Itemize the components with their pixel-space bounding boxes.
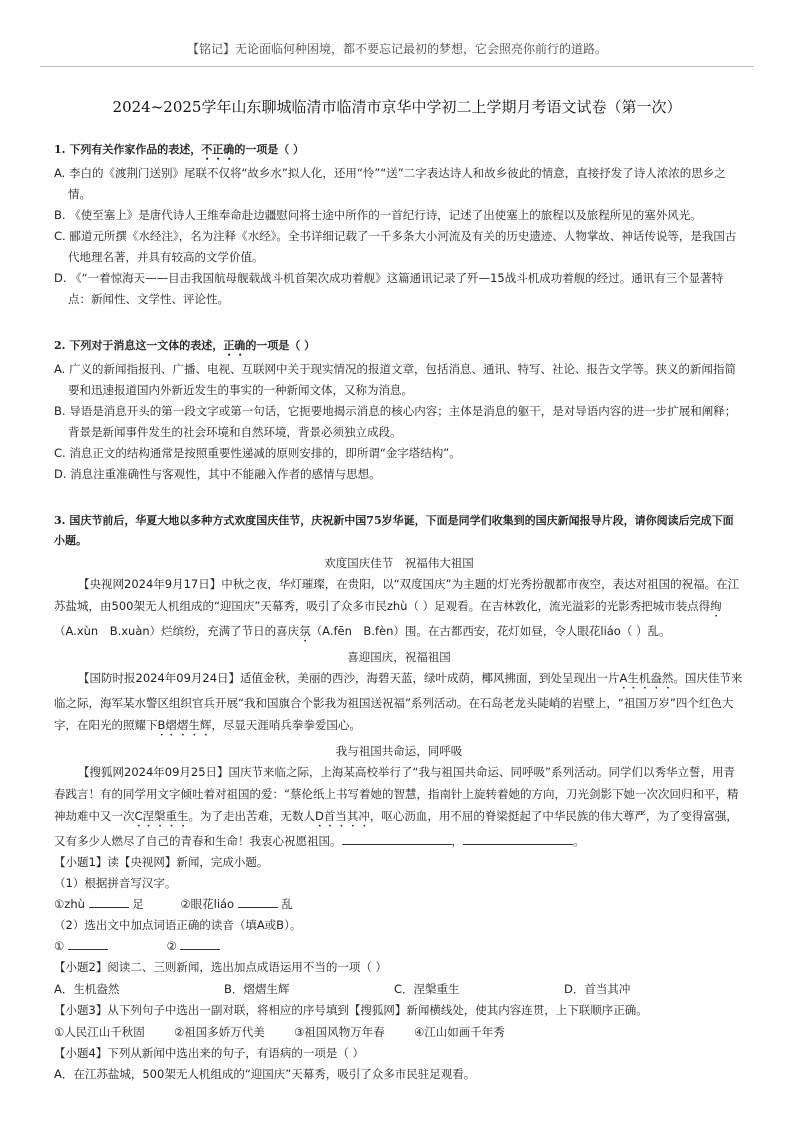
header-divider — [40, 66, 754, 67]
q1-option-d[interactable]: D. 《“一着惊海天——目击我国航母舰载战斗机首架次成功着舰》这篇通讯记录了歼—15战斗机成功着舰的经过。通讯有三个显著特点：新闻性、文学性、评论性。 — [54, 271, 724, 306]
news2-body: 【国防时报2024年09月24日】适值金秋，美丽的西沙，海碧天蓝，绿叶成荫，椰风拂面，到处呈现出一片A生机盎然。国庆佳节来临之际，海军某水警区组织官兵开展“我和国旗合个影我为祖国送祝福”系列活动。在石岛老龙头陡峭的岩壁上，“祖国万岁”四个红色大字，在阳光的照耀下B熠熠生辉，尽显天涯哨兵拳拳爱国心。 — [54, 671, 743, 732]
spacer — [54, 310, 744, 336]
sub3-option-2[interactable]: ②祖国多娇万代美 — [174, 1025, 265, 1039]
sub3-option-3[interactable]: ③祖国风物万年春 — [294, 1025, 385, 1039]
q1-option-c[interactable]: C. 郦道元所撰《水经注》，名为注释《水经》。全书详细记载了一千多条大小河流及有关的历史遗迹、人物掌故、神话传说等，是我国古代地理名著，并具有较高的文学价值。 — [54, 229, 737, 264]
answer-blank[interactable] — [180, 937, 220, 950]
news1-title: 欢度国庆佳节 祝福伟大祖国 — [324, 556, 474, 570]
sub2-option-b[interactable]: B．熠熠生辉 — [224, 982, 290, 996]
sub2-options — [54, 978, 744, 1000]
q2-option-b[interactable]: B. 导语是消息开头的第一段文字或第一句话，它扼要地揭示消息的核心内容；主体是消息的躯干，是对导语内容的进一步扩展和阐释；背景是新闻事件发生的社会环境和自然环境，背景必须独立成段。 — [54, 404, 737, 439]
sub3-option-4[interactable]: ④江山如画千年秀 — [414, 1025, 505, 1039]
answer-blank[interactable] — [342, 832, 452, 845]
q2-option-a[interactable]: A. 广义的新闻指报刊、广播、电视、互联网中关于现实情况的报道文章，包括消息、通讯、特写、社论、报告文学等。狭义的新闻指简要和迅速报道国内外新近发生的事实的一种新闻文体，又称为消息。 — [54, 362, 736, 397]
sub3-option-1[interactable]: ①人民江山千秋固 — [54, 1025, 145, 1039]
sub1-part1: （1）根据拼音写汉字。 — [54, 876, 177, 890]
q3-stem: 3. 国庆节前后，华夏大地以多种方式欢度国庆佳节，庆祝新中国75岁华诞，下面是同学们收集到的国庆新闻报导片段，请你阅读后完成下面小题。 — [54, 514, 734, 547]
sub2-option-a[interactable]: A．生机盎然 — [54, 982, 120, 996]
q1-option-a[interactable]: A. 李白的《渡荆门送别》尾联不仅将“故乡水”拟人化，还用“怜”“送”二字表达诗人和故乡彼此的情意，直接抒发了诗人浓浓的思乡之情。 — [54, 166, 726, 201]
q1-stem: 1. 下列有关作家作品的表述，不正确的一项是（ ） — [54, 143, 305, 156]
news2-title: 喜迎国庆，祝福祖国 — [347, 650, 451, 664]
news3-body: 【搜狐网2024年09月25日】国庆节来临之际，上海某高校举行了“我与祖国共命运、同呼吸”系列活动。同学们以秀华立誓，用青春践言！有的同学用文字倾吐着对祖国的爱：“蔡伦纸上书写着她的智慧，指南针上旋转着她的方向，刀光剑影下她一次次回归和平，精神劫难中又一次C涅槃重生。为了走出苦难，无数人D首当其冲，呕心沥血，用不屈的脊梁挺起了中华民族的伟大尊严，为了变得富强，又有多少人燃尽了自己的青春和生命！我衷心祝愿祖国。 ， 。 — [54, 765, 739, 848]
sub4-title: 【小题4】下列从新闻中选出来的句子，有语病的一项是（ ） — [54, 1046, 364, 1060]
sub1-part2-items: ① ② — [54, 936, 744, 957]
sub1-part2: （2）选出文中加点词语正确的读音（填A或B）。 — [54, 918, 302, 932]
sub2-title: 【小题2】阅读二、三则新闻，选出加点成语运用不当的一项（ ） — [54, 960, 387, 974]
header-motto: 【铭记】无论面临何种困境，都不要忘记最初的梦想，它会照亮你前行的道路。 — [186, 42, 607, 56]
sub1-title: 【小题1】读【央视网】新闻，完成小题。 — [54, 855, 269, 869]
q1-option-b[interactable]: B. 《使至塞上》是唐代诗人王维奉命赴边疆慰问将士途中所作的一首纪行诗，记述了出使塞上的旅程以及旅程所见的塞外风光。 — [54, 208, 702, 222]
q2-stem: 2. 下列对于消息这一文体的表述，正确的一项是（ ） — [54, 339, 316, 352]
sub3-options — [54, 1021, 744, 1043]
news1-body: 【央视网2024年9月17日】中秋之夜，华灯璀璨，在贵阳，以“双度国庆”为主题的灯光秀扮靓都市夜空，表达对祖国的祝福。在江苏盐城，由500架无人机组成的“迎国庆”天幕秀，吸引了众多市民zhù（ ）足观看。在吉林敦化，流光溢彩的光影秀把城市装点得绚（A.xùn B.xuàn）烂缤纷，充满了节日的喜庆氛（A.fēn B.fèn）围。在古都西安，花灯如昼，令人眼花liáo（ ）乱。 — [54, 577, 740, 638]
sub4-option-a[interactable]: A．在江苏盐城，500架无人机组成的“迎国庆”天幕秀，吸引了众多市民驻足观看。 — [54, 1067, 476, 1081]
q2-option-d[interactable]: D. 消息注重准确性与客观性，其中不能融入作者的感情与思想。 — [54, 467, 381, 481]
answer-blank[interactable] — [238, 895, 278, 908]
page-title: 2024~2025学年山东聊城临清市临清市京华中学初二上学期月考语文试卷（第一次） — [112, 98, 682, 116]
sub1-part1-items: ①zhù 足 ②眼花liáo 乱 — [54, 897, 293, 911]
q2-option-c[interactable]: C. 消息正文的结构通常是按照重要性递减的原则安排的，即所谓“金字塔结构”。 — [54, 446, 461, 460]
news3-title: 我与祖国共命运，同呼吸 — [335, 744, 463, 758]
answer-blank[interactable] — [68, 937, 108, 950]
sub3-title: 【小题3】从下列句子中选出一副对联，将相应的序号填到【搜狐网】新闻横线处，使其内容连贯，上下联顺序正确。 — [54, 1003, 648, 1017]
answer-blank[interactable] — [463, 832, 573, 845]
spacer — [54, 485, 744, 511]
answer-blank[interactable] — [89, 895, 129, 908]
sub2-option-d[interactable]: D．首当其冲 — [564, 982, 631, 996]
exam-content — [54, 140, 744, 1085]
sub2-option-c[interactable]: C．涅槃重生 — [394, 982, 460, 996]
